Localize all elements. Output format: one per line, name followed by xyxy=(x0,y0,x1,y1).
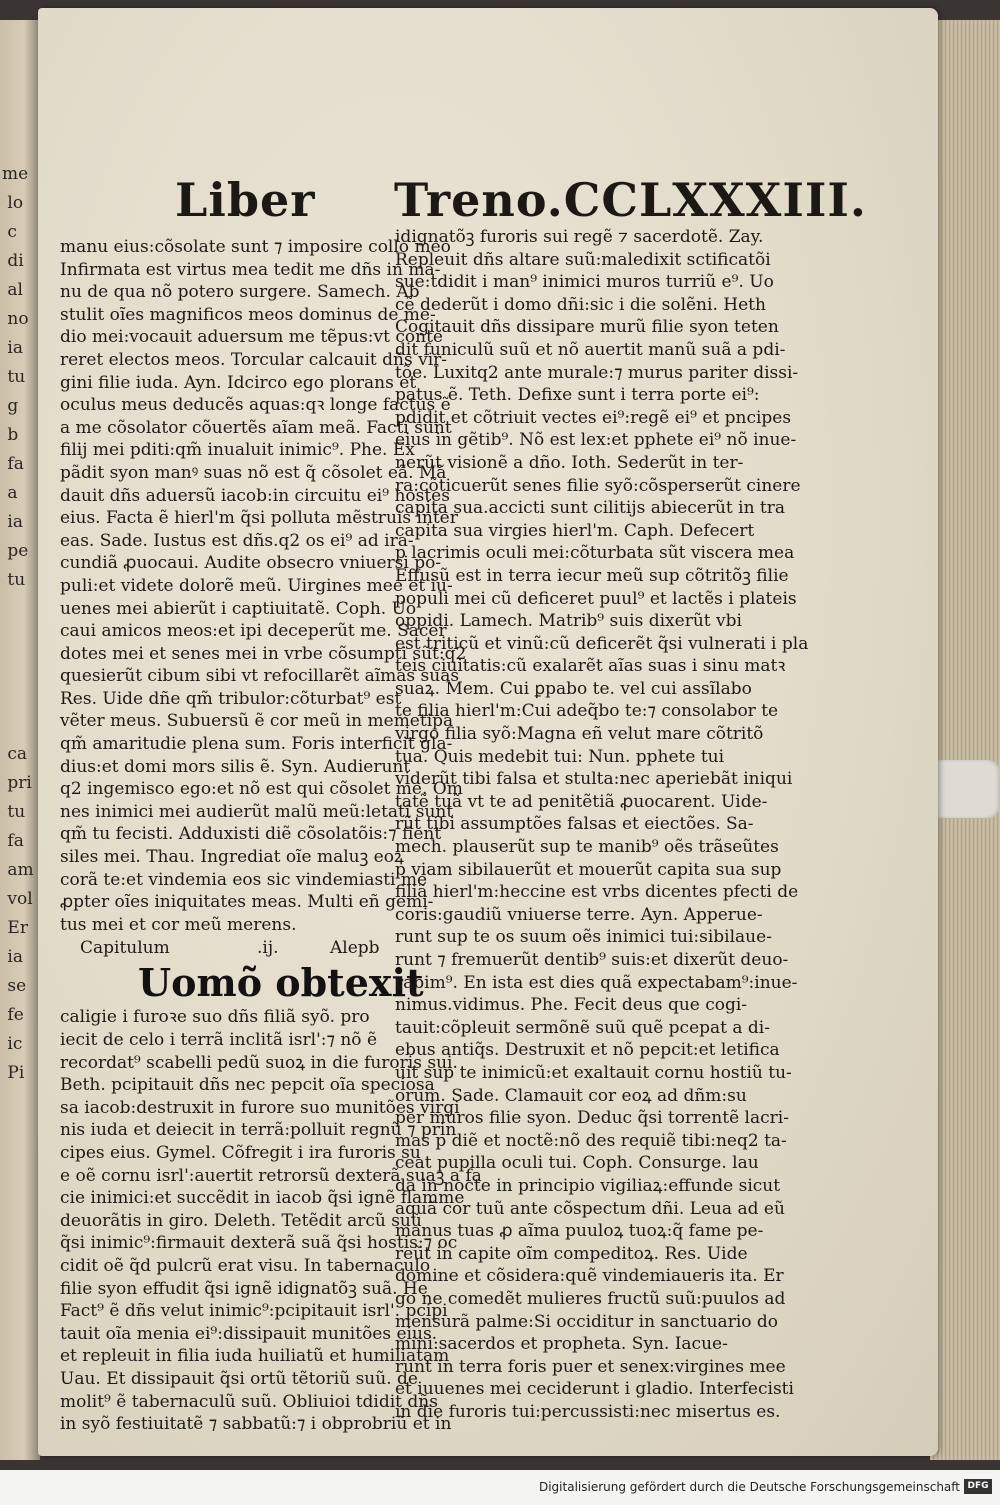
text-line: capita sua.accicti sunt cilitijs abiecerũt in tra xyxy=(395,498,786,519)
text-line: runt ⁊ fremuerũt dentib⁹ suis:et dixerũt deuo- xyxy=(395,950,789,970)
text-line: Fact⁹ ẽ dñs velut inimic⁹:pcipitauit isrl'. pcipi xyxy=(60,1301,448,1322)
running-head-left: Liber xyxy=(175,173,316,227)
text-line: p lacrimis oculi mei:cõturbata sũt viscera mea xyxy=(395,543,795,564)
text-line: est triticũ et vinũ:cũ deficerẽt q̃si vulnerati i pla xyxy=(395,633,809,654)
text-line: vẽter meus. Subuersũ ẽ cor meũ in memetipa xyxy=(60,711,454,732)
text-line: ceat pupilla oculi tui. Coph. Consurge. lau xyxy=(395,1153,759,1174)
chapter-number: .ij. xyxy=(257,938,279,959)
text-line: recordat⁹ scabelli pedũ suoꝝ in die furoris sui. xyxy=(60,1052,458,1073)
text-line: nu de qua nõ potero surgere. Samech. Ab xyxy=(60,282,420,303)
text-line: suaꝝ. Mem. Cui ꝑpabo te. vel cui assĩlabo xyxy=(395,678,752,699)
text-line: orum. Sade. Clamauit cor eoꝝ ad dñm:su xyxy=(395,1085,747,1106)
funding-credit: Digitalisierung gefördert durch die Deutsche Forschungsgemeinschaft xyxy=(538,1480,960,1494)
text-line: q2 ingemisco ego:et nõ est qui cõsolet me. Om xyxy=(60,779,463,800)
text-line: e oẽ cornu isrl':auertit retrorsũ dexterã suaꝫ a fa xyxy=(60,1165,482,1186)
text-line: nimus.vidimus. Phe. Fecit deus que cogi- xyxy=(395,995,748,1016)
text-line: virgo filia syõ:Magna eñ velut mare cõtritõ xyxy=(395,724,764,745)
left-column-top-text xyxy=(60,236,467,936)
text-line: populi mei cũ deficeret puul⁹ et lactẽs i plateis xyxy=(395,588,797,609)
text-line: qm̃ amaritudie plena sum. Foris interficit gla- xyxy=(60,734,453,755)
text-line: et iuuenes mei ceciderunt i gladio. Interfecisti xyxy=(395,1379,794,1400)
text-line: corã te:et vindemia eos sic vindemiasti me xyxy=(60,869,428,890)
text-line: caligie i furoꝛe suo dñs filiã syõ. pro xyxy=(60,1007,370,1028)
facing-page-text-fragment: me lo c di al no ia tu g b fa a ia pe tu ca pri tu fa am vol Er ia se fe ic Pi xyxy=(2,164,34,1083)
text-line: oppidi. Lamech. Matrib⁹ suis dixerũt vbi xyxy=(395,611,742,632)
text-column-left xyxy=(60,236,482,1436)
digitization-footer xyxy=(0,1470,1000,1505)
text-line: runt sup te os suum oẽs inimici tui:sibilaue- xyxy=(395,927,772,948)
text-line: filiã hierl'm:heccine est vrbs dicentes pfecti de xyxy=(395,882,799,903)
text-line: molit⁹ ẽ tabernaculũ suũ. Obliuioi tdidit dñs xyxy=(60,1391,438,1412)
text-line: dauit dñs aduersũ iacob:in circuitu ei⁹ hostes xyxy=(60,485,450,506)
text-line: eius in gẽtib⁹. Nõ est lex:et pphete ei⁹ nõ inue- xyxy=(395,430,797,451)
text-column-right xyxy=(395,226,809,1423)
chapter-label: Capitulum xyxy=(80,938,170,959)
text-line: quesierũt cibum sibi vt refocillarẽt aĩmas suas xyxy=(60,666,460,687)
text-line: ꝓpter oĩes iniquitates meas. Multi eñ gemi- xyxy=(60,892,434,913)
facing-page-edge xyxy=(0,20,40,1460)
text-line: nerũt visionẽ a dño. Ioth. Sederũt in ter- xyxy=(395,452,744,473)
text-line: Repleuit dñs altare suũ:maledixit sctificatõi xyxy=(395,249,771,270)
text-line: caui amicos meos:et ipi deceperũt me. Sacer xyxy=(60,621,447,642)
text-line: per muros filie syon. Deduc q̃si torrentẽ lacri- xyxy=(395,1108,789,1129)
text-line: filij mei pditi:qm̃ inualuit inimic⁹. Phe. Ex xyxy=(60,440,415,461)
text-line: deuorãtis in giro. Deleth. Tetẽdit arcũ suũ xyxy=(60,1210,422,1231)
text-line: dotes mei et senes mei in vrbe cõsumpti sũt:q2 xyxy=(60,643,467,664)
text-line: cidit oẽ q̃d pulcrũ erat visu. In tabernaculo xyxy=(60,1255,431,1276)
running-head-right: Treno.CCLXXXIII. xyxy=(394,173,867,227)
text-line: mensurã palme:Si occiditur in sanctuario do xyxy=(395,1311,779,1332)
text-line: viderũt tibi falsa et stulta:nec aperiebãt iniqui xyxy=(395,769,793,790)
chapter-hebrew-letter: Alepb xyxy=(330,938,380,959)
text-line: tauit oĩa menia ei⁹:dissipauit munitões eius. xyxy=(60,1323,438,1344)
text-line: dit funiculũ suũ et nõ auertit manũ suã a pdi- xyxy=(395,339,786,360)
book-page-edges xyxy=(930,20,1000,1460)
text-line: filie syon effudit q̃si ignẽ idignatõꝫ suã. He xyxy=(60,1278,428,1299)
text-line: qm̃ tu fecisti. Adduxisti diẽ cõsolatõis:⁊ fient xyxy=(60,824,442,845)
text-line: cie inimici:et succẽdit in iacob q̃si ignẽ flamme xyxy=(60,1188,465,1209)
text-line: cundiã ꝓuocaui. Audite obsecro vniuersi po- xyxy=(60,553,442,574)
text-line: Infirmata est virtus mea tedit me dñs in ma- xyxy=(60,259,441,280)
text-line: dio mei:vocauit aduersum me tẽpus:vt conte xyxy=(60,327,443,348)
text-line: stulit oĩes magnificos meos dominus de me- xyxy=(60,304,436,325)
text-line: rũt tibi assumptões falsas et eiectões. Sa- xyxy=(395,814,754,835)
text-line: teis ciuitatis:cũ exalarẽt aĩas suas i sinu matꝛ xyxy=(395,656,786,677)
text-line: in syõ festiuitatẽ ⁊ sabbatũ:⁊ i obprobriũ et in xyxy=(60,1414,452,1435)
text-line: eius. Facta ẽ hierl'm q̃si polluta mẽstruis inter xyxy=(60,508,458,529)
text-line: tõe. Luxitq2 ante murale:⁊ murus pariter dissi- xyxy=(395,362,799,383)
text-line: uit sup te inimicũ:et exaltauit cornu hostiũ tu- xyxy=(395,1062,792,1083)
text-line: pãdit syon manꝰ suas nõ est q̃ cõsolet eã. Mã xyxy=(60,462,447,483)
text-line: mas p diẽ et noctẽ:nõ des requiẽ tibi:neq2 ta- xyxy=(395,1130,787,1151)
text-line: reũt in capite oĩm compeditoꝝ. Res. Uide xyxy=(395,1243,748,1264)
text-line: gini filie iuda. Ayn. Idcirco ego plorans et xyxy=(60,372,417,393)
left-column-after-incipit xyxy=(60,1006,482,1435)
text-line: tauit:cõpleuit sermõnẽ suũ quẽ pcepat a di- xyxy=(395,1017,770,1038)
text-line: tua. Quis medebit tui: Nun. pphete tui xyxy=(395,746,725,767)
text-line: a me cõsolator cõuertẽs aĩam meã. Facti sunt xyxy=(60,417,452,438)
text-line: rabim⁹. En ista est dies quã expectabam⁹:inue- xyxy=(395,972,798,993)
text-line: idignatõꝫ furoris sui regẽ ⁊ sacerdotẽ. Zay. xyxy=(395,227,764,247)
text-line: siles mei. Thau. Ingrediat oĩe maluꝫ eoꝝ xyxy=(60,847,404,868)
text-line: domine et cõsidera:quẽ vindemiaueris ita. Er xyxy=(395,1266,784,1287)
text-line: Beth. pcipitauit dñs nec pepcit oĩa speciosa xyxy=(60,1075,435,1096)
text-line: mech. plauserũt sup te manib⁹ oẽs trãseũtes xyxy=(395,837,779,858)
text-line: manu eius:cõsolate sunt ⁊ imposire collo meo xyxy=(60,237,451,257)
text-line: manus tuas ꝓ aĩma puuloꝝ tuoꝝ:q̃ fame pe- xyxy=(395,1221,764,1242)
text-line: puli:et videte dolorẽ meũ. Uirgines mee et iu- xyxy=(60,575,453,596)
text-line: tus mei et cor meũ merens. xyxy=(60,914,297,935)
text-line: Res. Uide dñe qm̃ tribulor:cõturbat⁹ est xyxy=(60,688,402,709)
text-line: pdidit et cõtriuit vectes ei⁹:regẽ ei⁹ et pncipes xyxy=(395,407,792,428)
text-line: ebus antiq̃s. Destruxit et nõ pepcit:et letifica xyxy=(395,1040,780,1061)
text-line: p viam sibilauerũt et mouerũt capita sua sup xyxy=(395,859,782,880)
text-line: da in nocte in principio vigiliaꝝ:effunde sicut xyxy=(395,1175,781,1196)
text-line: eas. Sade. Iustus est dñs.q2 os ei⁹ ad ira- xyxy=(60,530,414,551)
text-line: mini:sacerdos et propheta. Syn. Iacue- xyxy=(395,1334,728,1355)
dfg-logo: DFG xyxy=(964,1479,992,1494)
text-line: iecit de celo i terrã inclitã isrl':⁊ nõ ẽ xyxy=(60,1030,377,1050)
text-line: Cogitauit dñs dissipare murũ filie syon teten xyxy=(395,317,779,338)
text-line: nis iuda et deiecit in terrã:polluit regnũ ⁊ prin xyxy=(60,1120,457,1141)
text-line: in die furoris tui:percussisti:nec misertus es. xyxy=(395,1401,781,1422)
text-line: tatẽ tuã vt te ad penitẽtiã ꝓuocarent. Uide- xyxy=(395,791,768,812)
text-line: Effusũ est in terra iecur meũ sup cõtritõꝫ filie xyxy=(395,565,789,586)
text-line: patus ẽ. Teth. Defixe sunt i terra porte ei⁹: xyxy=(395,385,760,406)
text-line: sue:tdidit i man⁹ inimici muros turriũ e⁹. Uo xyxy=(395,272,774,293)
text-line: coris:gaudiũ vniuerse terre. Ayn. Apperue- xyxy=(395,904,763,925)
folio-page xyxy=(38,8,938,1456)
text-line: reret electos meos. Torcular calcauit dñs vir- xyxy=(60,349,448,370)
text-line: runt in terra foris puer et senex:virgines mee xyxy=(395,1356,786,1377)
text-line: uenes mei abierũt i captiuitatẽ. Coph. Uo xyxy=(60,598,417,619)
text-line: et repleuit in filia iuda huiliatũ et humiliatam xyxy=(60,1346,450,1367)
text-line: nes inimici mei audierũt malũ meũ:letati sunt xyxy=(60,801,454,822)
text-line: cẽ dederũt i domo dñi:sic i die solẽni. Heth xyxy=(395,294,766,315)
text-line: cipes eius. Gymel. Cõfregit i ira furoris su xyxy=(60,1142,421,1163)
text-line: Uau. Et dissipauit q̃si ortũ tẽtoriũ suũ. de xyxy=(60,1368,418,1389)
chapter-incipit: Uomõ obtexit xyxy=(138,960,424,1006)
chapter-heading xyxy=(60,936,390,960)
text-line: aquã cor tuũ ante cõspectum dñi. Leua ad eũ xyxy=(395,1198,785,1219)
text-line: q̃si inimic⁹:firmauit dexterã suã q̃si hostis:⁊ oc xyxy=(60,1233,458,1254)
text-line: ra:cõticuerũt senes filie syõ:cõsperserũt cinere xyxy=(395,475,801,496)
text-line: go ne comedẽt mulieres fructũ suũ:puulos ad xyxy=(395,1288,786,1309)
text-line: dius:et domi mors silis ẽ. Syn. Audierunt xyxy=(60,756,411,777)
text-line: oculus meus deducẽs aquas:qꝛ longe factus ẽ xyxy=(60,395,451,416)
text-line: sa iacob:destruxit in furore suo munitões virgi xyxy=(60,1097,460,1118)
text-line: capita sua virgies hierl'm. Caph. Defecert xyxy=(395,520,755,541)
text-line: te filia hierl'm:Cui adeq̃bo te:⁊ consolabor te xyxy=(395,701,779,722)
